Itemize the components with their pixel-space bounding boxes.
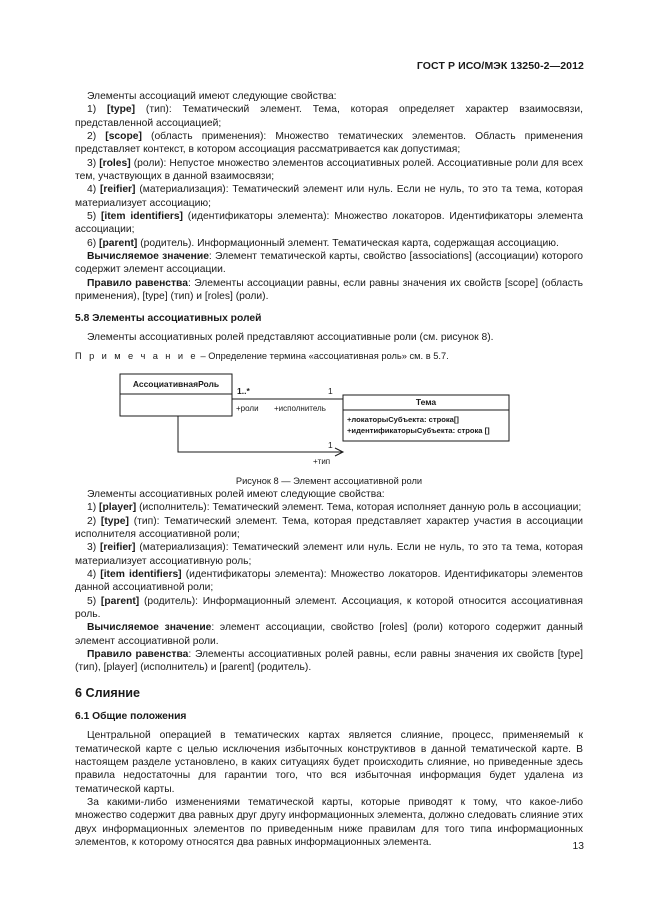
- equality-text: : Элементы ассоциации равны, если равны значения их свойств [scope] (область применения), [type] (тип) и [roles] (роли).: [75, 277, 583, 303]
- section-6-1-para-1: Центральной операцией в тематических картах является слияние, процесс, применяемый к тематической карте с целью исключения избыточных конструктивов в данной тематической карте. В настоящем разделе установлено, в каких ситуациях будет происходить слияние, но приведенные здесь правила недостаточны для гарантии того, что вся избыточная информация будет удалена из тематической карты.: [75, 730, 583, 795]
- note-text: – Определение термина «ассоциативная роль» см. в 5.7.: [197, 351, 449, 362]
- prop-num: 4): [87, 568, 97, 580]
- assoc-prop: [75, 183, 583, 210]
- section-5-8-para: Элементы ассоциативных ролей представляют ассоциативные роли (см. рисунок 8).: [87, 331, 494, 343]
- prop-key: [item identifiers]: [100, 211, 183, 223]
- section-6-title: 6 Слияние: [75, 685, 141, 700]
- computed-label: Вычисляемое значение: [87, 251, 209, 263]
- prop-text: (роли): Непустое множество элементов ассоциативных ролей. Ассоциативные роли для всех тем, участвующих в данной взаимосвязи;: [75, 157, 583, 183]
- prop-key: [type]: [100, 515, 129, 527]
- prop-key: [reifier]: [100, 542, 136, 554]
- class-name-association-role: АссоциативнаяРоль: [132, 378, 220, 389]
- section-5-8-title: 5.8 Элементы ассоциативных ролей: [75, 312, 262, 324]
- prop-text: (материализация): Тематический элемент или нуль. Если не нуль, то это та тема, которая материализует ассоциативную роль;: [75, 542, 583, 567]
- assoc-prop: [75, 157, 583, 184]
- assoc-intro: Элементы ассоциаций имеют следующие свойства:: [87, 91, 337, 102]
- prop-text: (идентификаторы элемента): Множество локаторов. Идентификаторы элементов данной ассоциативной роли;: [75, 568, 583, 594]
- role-prop: [75, 515, 583, 542]
- prop-text: (идентификаторы элемента): Множество локаторов. Идентификаторы элемента ассоциации;: [75, 211, 583, 236]
- multiplicity-many: 1..*: [237, 385, 250, 396]
- uml-diagram: [75, 370, 583, 475]
- prop-num: 3): [87, 542, 97, 554]
- prop-num: 2): [87, 515, 97, 527]
- role-roles: +роли: [236, 403, 259, 413]
- prop-num: 2): [87, 131, 97, 143]
- page-content: [75, 90, 583, 849]
- roles-intro: Элементы ассоциативных ролей имеют следующие свойства:: [87, 488, 385, 500]
- assoc-prop: [75, 103, 583, 130]
- section-6-1-para-2: За какими-либо изменениями тематической карты, которые приводят к тому, что какое-либо множество содержит два равных друг другу информационных элемента, должно следовать слияние этих двух информационных элементов по приведенным ниже правилам для того типа информационных элементов, к которому относятся два равных информационных элемента.: [75, 797, 583, 849]
- class-name-topic: Тема: [415, 396, 437, 407]
- association-line-type: [178, 416, 343, 452]
- assoc-prop: [75, 130, 583, 157]
- computed-text: : элемент ассоциации, свойство [roles] (роли) которого содержит данный элемент ассоциативной роли.: [75, 622, 583, 647]
- section-5-8-note: [75, 350, 583, 363]
- role-prop: [75, 541, 583, 568]
- note-label: П р и м е ч а н и е: [75, 351, 198, 362]
- equality-label: Правило равенства: [87, 649, 189, 660]
- equality-label: Правило равенства: [87, 277, 188, 289]
- prop-key: [item identifiers]: [100, 568, 182, 580]
- computed-text: : Элемент тематической карты, свойство [associations] (ассоциации) которого содержит элемент ассоциации.: [75, 251, 583, 276]
- role-prop: [75, 501, 583, 514]
- figure-caption: Рисунок 8 — Элемент ассоциативной роли: [235, 475, 423, 486]
- assoc-prop: [75, 210, 583, 237]
- role-prop: [75, 568, 583, 595]
- roles-computed-value: [75, 621, 583, 648]
- role-type: +тип: [313, 456, 331, 466]
- attr-subject-locators: +локаторыСубъекта: строка[]: [347, 414, 459, 424]
- multiplicity-one-top: 1: [328, 385, 333, 396]
- prop-num: 4): [87, 184, 97, 196]
- equality-text: : Элементы ассоциативных ролей равны, если равны значения их свойств [type] (тип), [player] (исполнитель) и [parent] (родитель).: [75, 649, 583, 674]
- prop-num: 3): [87, 157, 97, 169]
- prop-key: [player]: [99, 502, 137, 514]
- prop-key: [scope]: [105, 131, 142, 143]
- prop-num: 1): [87, 104, 97, 116]
- attr-subject-identifiers: +идентификаторыСубъекта: строка []: [347, 425, 490, 435]
- prop-text: (родитель). Информационный элемент. Тематическая карта, содержащая ассоциацию.: [137, 237, 559, 249]
- prop-key: [parent]: [100, 595, 140, 607]
- prop-key: [parent]: [99, 237, 138, 249]
- multiplicity-one-bottom: 1: [328, 439, 333, 450]
- assoc-computed-value: [75, 250, 583, 277]
- prop-key: [reifier]: [100, 184, 136, 196]
- prop-key: [roles]: [99, 157, 131, 169]
- prop-text: (материализация): Тематический элемент или нуль. Если не нуль, то это та тема, которая материализует ассоциацию;: [75, 184, 583, 209]
- role-player: +исполнитель: [274, 403, 326, 413]
- document-header: ГОСТ Р ИСО/МЭК 13250-2—2012: [416, 60, 584, 72]
- uml-diagram-svg: [75, 370, 583, 475]
- assoc-equality-rule: [75, 277, 583, 304]
- prop-text: (тип): Тематический элемент. Тема, которая представляет характер участия в ассоциации исполнителя ассоциативной роли;: [75, 515, 583, 540]
- section-6-1-title: 6.1 Общие положения: [75, 711, 187, 723]
- prop-text: (область применения): Множество тематических элементов. Область применения представляет контекст, в котором ассоциация рассматривается как допустимая;: [75, 131, 583, 156]
- prop-num: 1): [87, 502, 97, 514]
- prop-num: 6): [87, 237, 97, 249]
- prop-num: 5): [87, 211, 97, 223]
- computed-label: Вычисляемое значение: [87, 622, 212, 634]
- prop-num: 5): [87, 595, 97, 607]
- prop-text: (исполнитель): Тематический элемент. Тема, которая исполняет данную роль в ассоциации;: [136, 502, 582, 514]
- role-prop: [75, 595, 583, 622]
- prop-text: (тип): Тематический элемент. Тема, которая определяет характер взаимосвязи, представленной ассоциацией;: [75, 104, 583, 129]
- assoc-prop: [75, 237, 583, 250]
- prop-text: (родитель): Информационный элемент. Ассоциация, к которой относится ассоциативная роль.: [75, 595, 583, 620]
- prop-key: [type]: [107, 104, 136, 116]
- roles-equality-rule: [75, 648, 583, 675]
- page-number: 13: [572, 841, 584, 852]
